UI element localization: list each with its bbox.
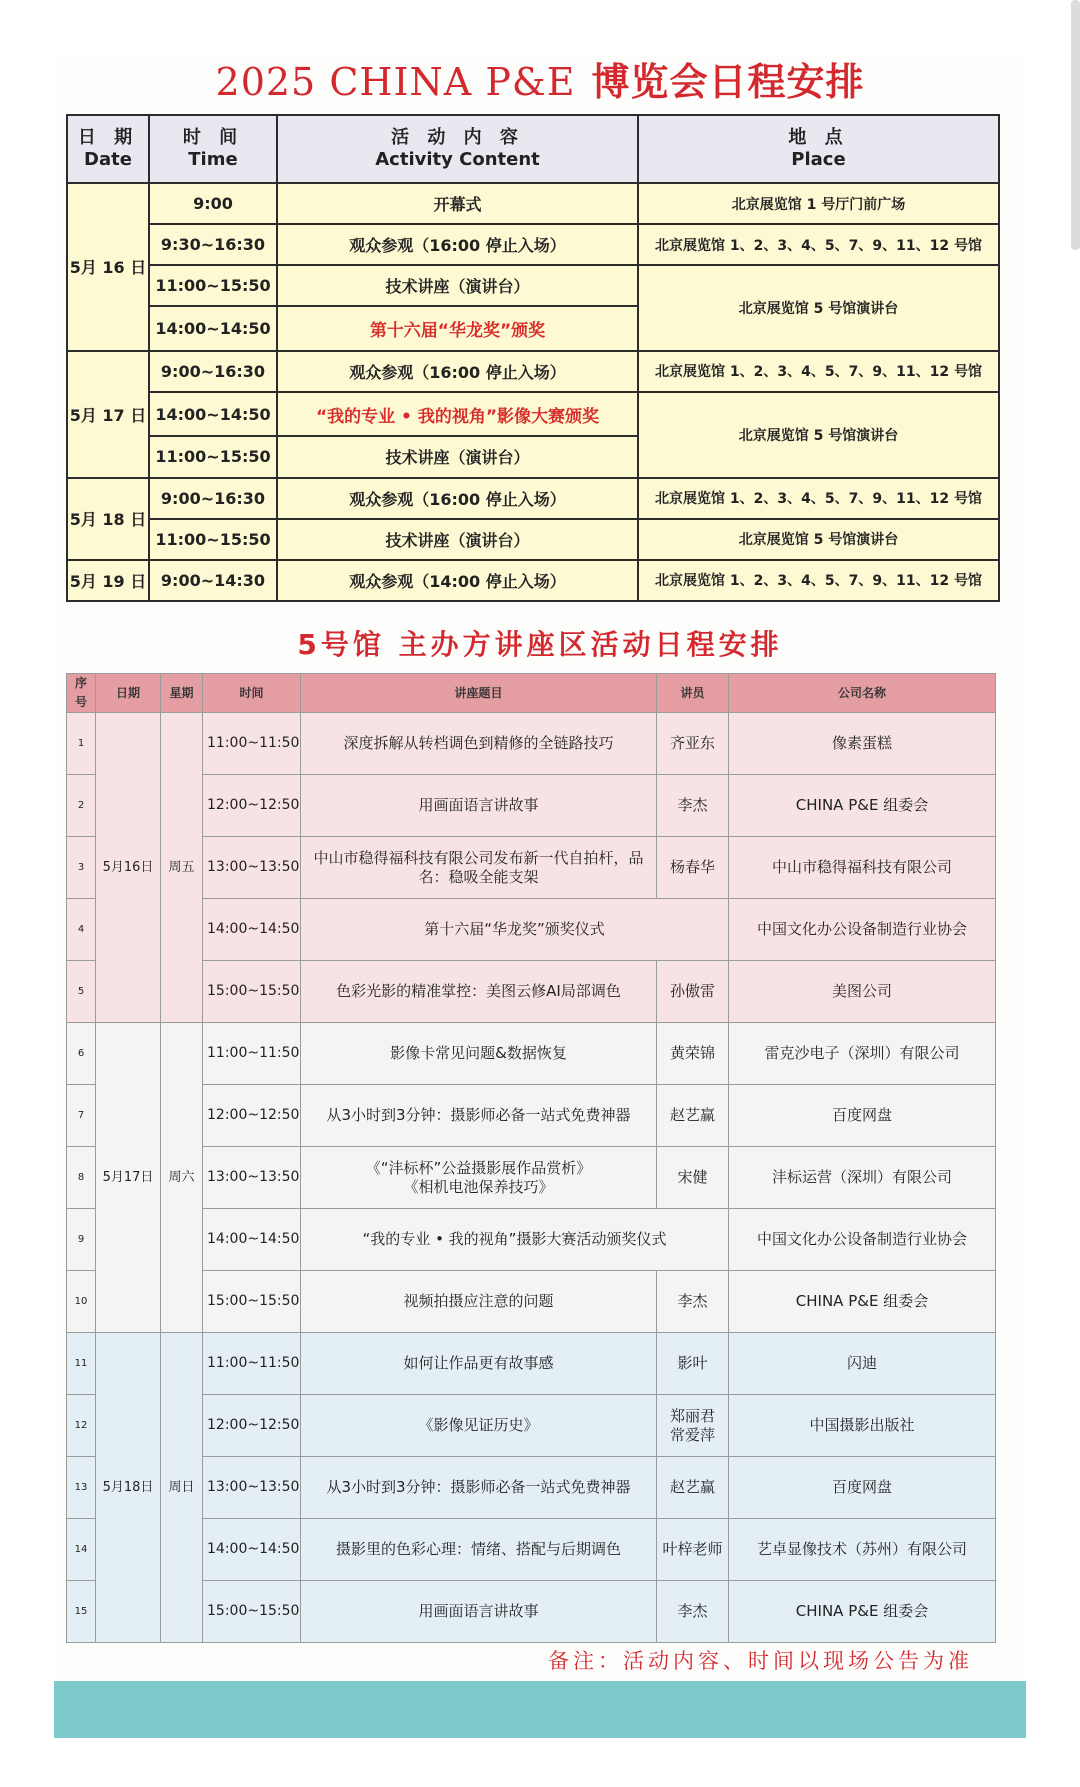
topic-cell — [301, 1147, 657, 1209]
table-row — [67, 183, 999, 224]
table-row — [67, 1023, 996, 1085]
speaker-cell: 宋健 — [657, 1147, 729, 1209]
place-cell: 北京展览馆 1、2、3、4、5、7、9、11、12 号馆 — [638, 351, 999, 392]
lecture-schedule-title: 5号馆 主办方讲座区活动日程安排 — [297, 628, 783, 661]
topic-cell: 用画面语言讲故事 — [301, 1581, 657, 1643]
place-cell: 北京展览馆 5 号馆演讲台 — [638, 265, 999, 351]
table-row — [67, 1395, 996, 1457]
weekday-cell: 周日 — [161, 1333, 203, 1643]
time-cell: 14:00~14:50 — [203, 1209, 301, 1271]
speaker-cell: 叶梓老师 — [657, 1519, 729, 1581]
table-row — [67, 560, 999, 601]
speaker-cell: 齐亚东 — [657, 713, 729, 775]
row-number: 11 — [67, 1333, 96, 1395]
speaker-cell: 李杰 — [657, 1271, 729, 1333]
footnote: 备注：活动内容、时间以现场公告为准 — [548, 1649, 973, 1673]
company-cell: 中国摄影出版社 — [729, 1395, 996, 1457]
topic-cell: 影像卡常见问题&数据恢复 — [301, 1023, 657, 1085]
time-cell: 14:00~14:50 — [203, 899, 301, 961]
topic-cell: 用画面语言讲故事 — [301, 775, 657, 837]
date-cell: 5月17日 — [96, 1023, 161, 1333]
header-activity: 活 动 内 容 Activity Content — [277, 115, 638, 183]
table-row — [67, 1457, 996, 1519]
table-row — [67, 224, 999, 265]
table-row — [67, 1271, 996, 1333]
lecture-schedule-table — [66, 673, 996, 1643]
table-row — [67, 1085, 996, 1147]
time-cell: 9:00~14:30 — [149, 560, 277, 601]
speaker-cell: 赵艺赢 — [657, 1457, 729, 1519]
speaker-line: 郑丽君 — [669, 1406, 715, 1425]
time-cell: 9:00~16:30 — [149, 351, 277, 392]
activity-cell: 观众参观（14:00 停止入场） — [277, 560, 638, 601]
header-speaker: 讲员 — [657, 674, 729, 713]
company-cell: 美图公司 — [729, 961, 996, 1023]
header-no: 序号 — [67, 674, 96, 713]
speaker-cell: 杨春华 — [657, 837, 729, 899]
company-cell: 闪迪 — [729, 1333, 996, 1395]
speaker-cell: 黄荣锦 — [657, 1023, 729, 1085]
row-number: 13 — [67, 1457, 96, 1519]
topic-cell: 色彩光影的精准掌控：美图云修AI局部调色 — [301, 961, 657, 1023]
speaker-cell: 赵艺赢 — [657, 1085, 729, 1147]
row-number: 2 — [67, 775, 96, 837]
company-cell: CHINA P&E 组委会 — [729, 1581, 996, 1643]
company-cell: 百度网盘 — [729, 1085, 996, 1147]
row-number: 1 — [67, 713, 96, 775]
date-cell: 5月 18 日 — [67, 478, 149, 560]
speaker-line: 常爱萍 — [669, 1425, 715, 1444]
time-cell: 9:00~16:30 — [149, 478, 277, 519]
table-row — [67, 1581, 996, 1643]
topic-cell: 中山市稳得福科技有限公司发布新一代自拍杆，品名：稳吸全能支架 — [301, 837, 657, 899]
company-cell: 中山市稳得福科技有限公司 — [729, 837, 996, 899]
row-number: 15 — [67, 1581, 96, 1643]
page-scrollbar[interactable] — [1071, 0, 1080, 250]
time-cell: 9:30~16:30 — [149, 224, 277, 265]
activity-cell: 技术讲座（演讲台） — [277, 519, 638, 560]
place-cell: 北京展览馆 1 号厅门前广场 — [638, 183, 999, 224]
date-cell: 5月18日 — [96, 1333, 161, 1643]
topic-cell: “我的专业 • 我的视角”摄影大赛活动颁奖仪式 — [301, 1209, 729, 1271]
place-cell: 北京展览馆 1、2、3、4、5、7、9、11、12 号馆 — [638, 478, 999, 519]
time-cell: 11:00~15:50 — [149, 519, 277, 560]
header-time: 时间 — [203, 674, 301, 713]
expo-schedule-table — [66, 114, 1000, 602]
time-cell: 12:00~12:50 — [203, 1085, 301, 1147]
date-cell: 5月16日 — [96, 713, 161, 1023]
topic-cell: 摄影里的色彩心理：情绪、搭配与后期调色 — [301, 1519, 657, 1581]
table-row — [67, 713, 996, 775]
time-cell: 14:00~14:50 — [203, 1519, 301, 1581]
activity-cell-highlight: “我的专业 • 我的视角”影像大赛颁奖 — [277, 392, 638, 436]
table-header-row — [67, 115, 999, 183]
time-cell: 15:00~15:50 — [203, 1581, 301, 1643]
date-cell: 5月 16 日 — [67, 183, 149, 351]
topic-line: 《相机电池保养技巧》 — [403, 1177, 554, 1196]
row-number: 8 — [67, 1147, 96, 1209]
weekday-cell: 周五 — [161, 713, 203, 1023]
table-row — [67, 837, 996, 899]
time-cell: 15:00~15:50 — [203, 961, 301, 1023]
place-cell: 北京展览馆 1、2、3、4、5、7、9、11、12 号馆 — [638, 560, 999, 601]
speaker-cell: 李杰 — [657, 775, 729, 837]
time-cell: 12:00~12:50 — [203, 1395, 301, 1457]
topic-cell: 从3小时到3分钟：摄影师必备一站式免费神器 — [301, 1085, 657, 1147]
row-number: 12 — [67, 1395, 96, 1457]
activity-cell: 观众参观（16:00 停止入场） — [277, 224, 638, 265]
table-row — [67, 899, 996, 961]
row-number: 3 — [67, 837, 96, 899]
place-cell: 北京展览馆 5 号馆演讲台 — [638, 392, 999, 478]
activity-cell: 技术讲座（演讲台） — [277, 436, 638, 477]
speaker-cell: 孙傲雷 — [657, 961, 729, 1023]
date-cell: 5月 19 日 — [67, 560, 149, 601]
weekday-cell: 周六 — [161, 1023, 203, 1333]
activity-cell: 技术讲座（演讲台） — [277, 265, 638, 306]
place-cell: 北京展览馆 1、2、3、4、5、7、9、11、12 号馆 — [638, 224, 999, 265]
company-cell: CHINA P&E 组委会 — [729, 1271, 996, 1333]
table-row — [67, 519, 999, 560]
time-cell: 13:00~13:50 — [203, 837, 301, 899]
header-company: 公司名称 — [729, 674, 996, 713]
table-row — [67, 1333, 996, 1395]
topic-cell: 如何让作品更有故事感 — [301, 1333, 657, 1395]
row-number: 14 — [67, 1519, 96, 1581]
table-row — [67, 1209, 996, 1271]
company-cell: 沣标运营（深圳）有限公司 — [729, 1147, 996, 1209]
activity-cell: 开幕式 — [277, 183, 638, 224]
time-cell: 11:00~15:50 — [149, 436, 277, 477]
row-number: 7 — [67, 1085, 96, 1147]
expo-schedule-title — [54, 57, 1026, 107]
topic-cell: 第十六届“华龙奖”颁奖仪式 — [301, 899, 729, 961]
header-topic: 讲座题目 — [301, 674, 657, 713]
company-cell: 百度网盘 — [729, 1457, 996, 1519]
footer-band — [54, 1681, 1026, 1738]
time-cell: 11:00~11:50 — [203, 713, 301, 775]
topic-cell: 《影像见证历史》 — [301, 1395, 657, 1457]
header-date: 日期 — [96, 674, 161, 713]
company-cell: 中国文化办公设备制造行业协会 — [729, 1209, 996, 1271]
place-cell: 北京展览馆 5 号馆演讲台 — [638, 519, 999, 560]
header-time: 时 间 Time — [149, 115, 277, 183]
row-number: 4 — [67, 899, 96, 961]
speaker-cell: 影叶 — [657, 1333, 729, 1395]
row-number: 10 — [67, 1271, 96, 1333]
row-number: 9 — [67, 1209, 96, 1271]
table-row — [67, 351, 999, 392]
speaker-cell — [657, 1395, 729, 1457]
time-cell: 14:00~14:50 — [149, 306, 277, 350]
activity-cell-highlight: 第十六届“华龙奖”颁奖 — [277, 306, 638, 350]
company-cell: 像素蛋糕 — [729, 713, 996, 775]
topic-cell: 从3小时到3分钟：摄影师必备一站式免费神器 — [301, 1457, 657, 1519]
table-row — [67, 961, 996, 1023]
table-row — [67, 478, 999, 519]
table-row — [67, 775, 996, 837]
company-cell: 艺卓显像技术（苏州）有限公司 — [729, 1519, 996, 1581]
title-en: 2025 CHINA P&E — [215, 60, 576, 104]
time-cell: 11:00~15:50 — [149, 265, 277, 306]
table-row — [67, 1147, 996, 1209]
title-cn: 博览会日程安排 — [591, 60, 865, 104]
row-number: 5 — [67, 961, 96, 1023]
company-cell: 中国文化办公设备制造行业协会 — [729, 899, 996, 961]
topic-cell: 深度拆解从转档调色到精修的全链路技巧 — [301, 713, 657, 775]
header-date: 日 期 Date — [67, 115, 149, 183]
table-row — [67, 265, 999, 306]
activity-cell: 观众参观（16:00 停止入场） — [277, 478, 638, 519]
table-row — [67, 392, 999, 436]
company-cell: 雷克沙电子（深圳）有限公司 — [729, 1023, 996, 1085]
time-cell: 14:00~14:50 — [149, 392, 277, 436]
topic-cell: 视频拍摄应注意的问题 — [301, 1271, 657, 1333]
company-cell: CHINA P&E 组委会 — [729, 775, 996, 837]
time-cell: 11:00~11:50 — [203, 1023, 301, 1085]
time-cell: 13:00~13:50 — [203, 1457, 301, 1519]
time-cell: 9:00 — [149, 183, 277, 224]
date-cell: 5月 17 日 — [67, 351, 149, 478]
time-cell: 11:00~11:50 — [203, 1333, 301, 1395]
topic-line: 《“沣标杯”公益摄影展作品赏析》 — [365, 1158, 592, 1177]
time-cell: 13:00~13:50 — [203, 1147, 301, 1209]
time-cell: 15:00~15:50 — [203, 1271, 301, 1333]
speaker-cell: 李杰 — [657, 1581, 729, 1643]
time-cell: 12:00~12:50 — [203, 775, 301, 837]
table-row — [67, 1519, 996, 1581]
table-header-row — [67, 674, 996, 713]
header-place: 地 点 Place — [638, 115, 999, 183]
activity-cell: 观众参观（16:00 停止入场） — [277, 351, 638, 392]
row-number: 6 — [67, 1023, 96, 1085]
header-weekday: 星期 — [161, 674, 203, 713]
